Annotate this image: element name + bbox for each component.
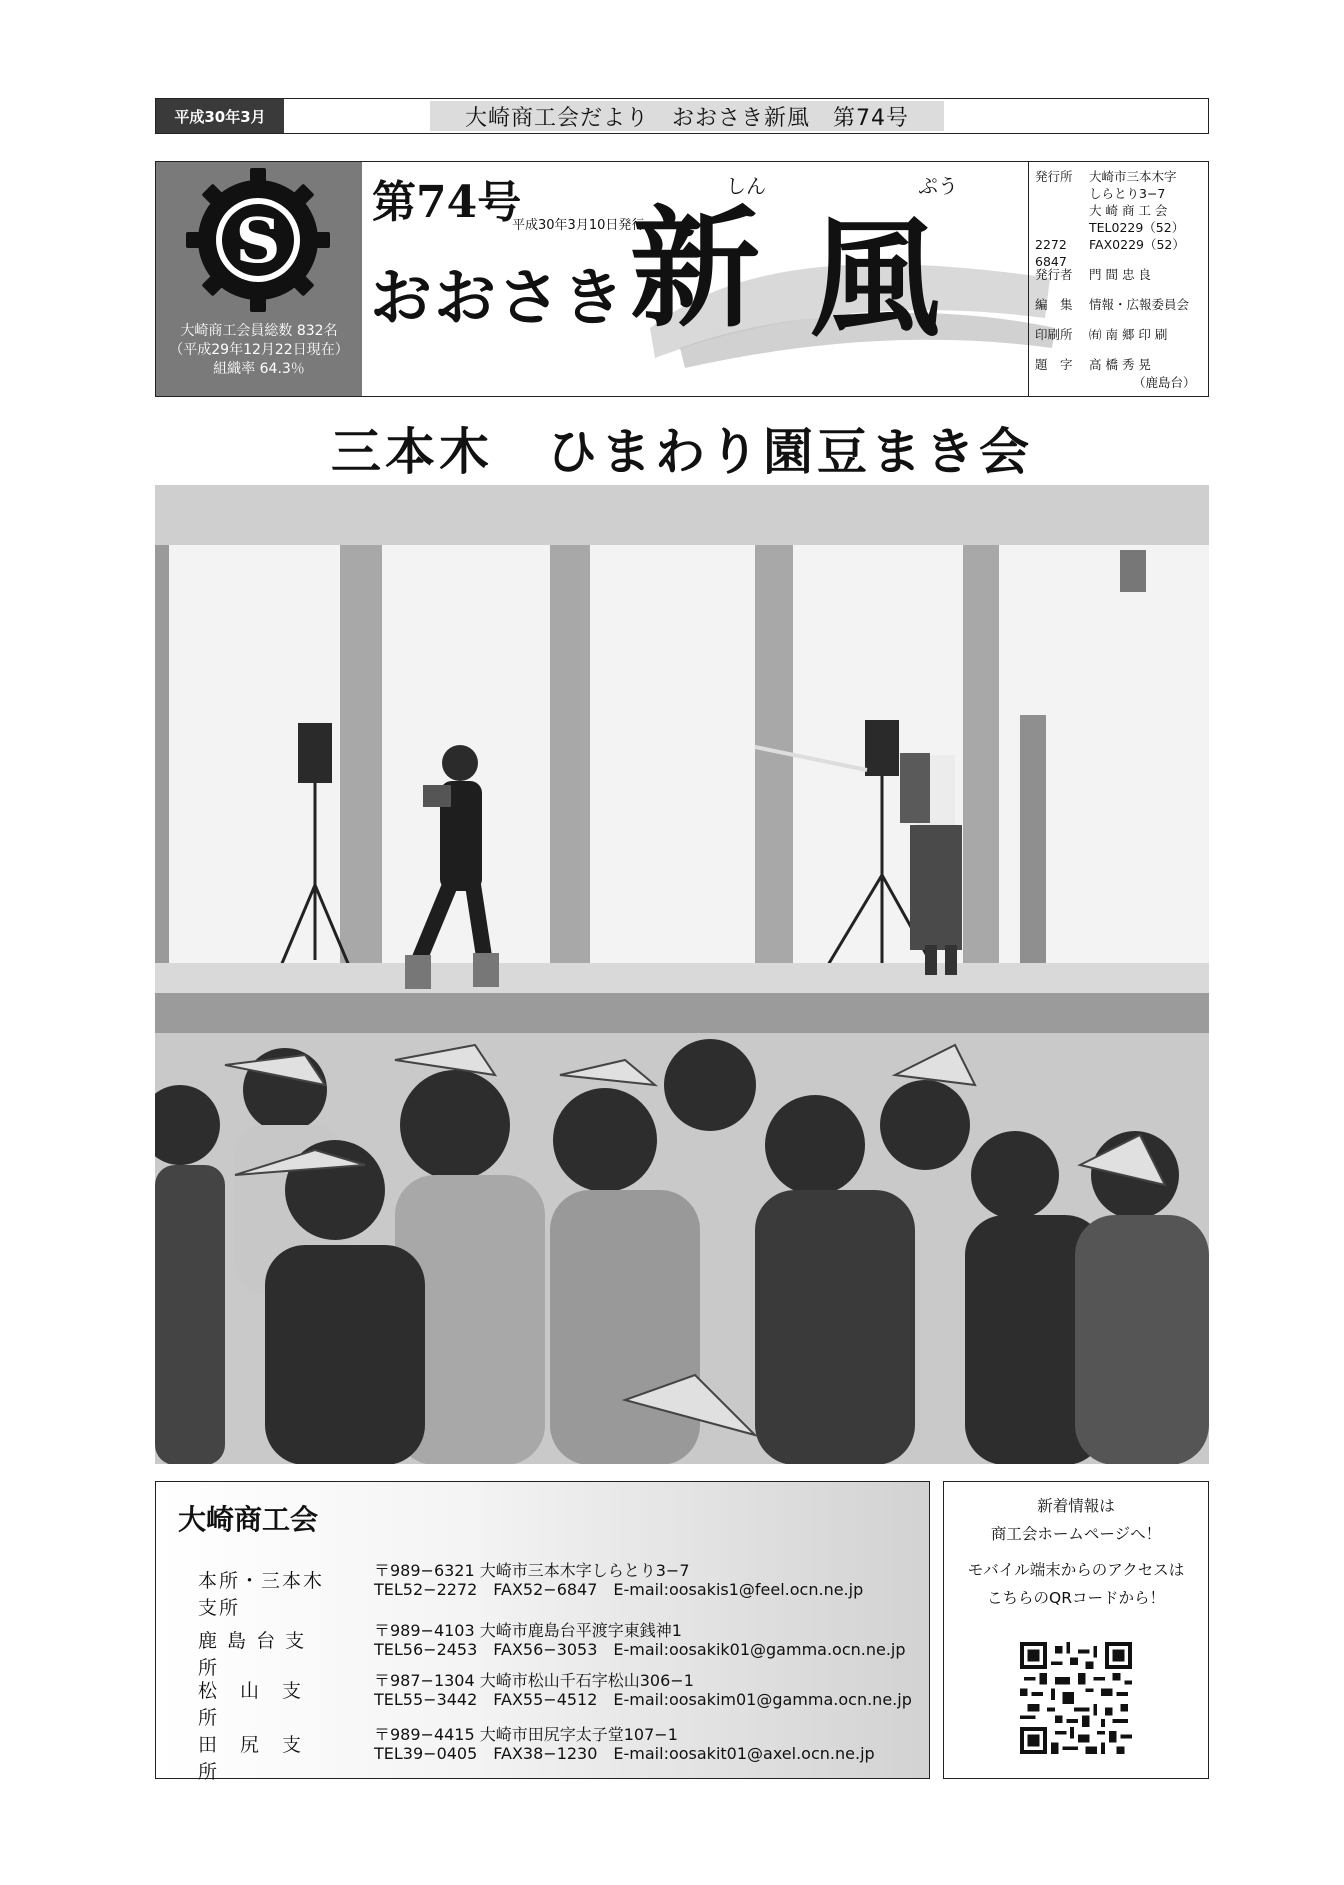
- branch-entry: [198, 1618, 906, 1679]
- colophon-value: ㈲ 南 郷 印 刷: [1089, 327, 1168, 342]
- issue-date-badge: 平成30年3月: [156, 99, 284, 133]
- logo-letter: S: [235, 204, 281, 277]
- branch-contact: TEL39−0405 FAX38−1230 E-mail:oosakit01@axel.ocn.ne.jp: [374, 1744, 875, 1763]
- membership-stats: [156, 322, 362, 379]
- qr-text-line: モバイル端末からのアクセスは: [967, 1561, 1185, 1579]
- colophon: [1028, 162, 1210, 396]
- branch-entry: [198, 1722, 898, 1783]
- masthead-name-kana: おおさき: [370, 261, 627, 334]
- branch-name: 松 山 支 所: [198, 1680, 325, 1729]
- colophon-value: 情報・広報委員会: [1089, 297, 1190, 312]
- colophon-value: FAX0229（52）6847: [1035, 237, 1185, 269]
- colophon-key: 編 集: [1035, 297, 1073, 312]
- branch-address: 〒987−1304 大崎市松山千石字松山306−1: [374, 1671, 694, 1690]
- publication-date: 平成30年3月10日発行: [512, 218, 645, 233]
- colophon-key: 発行者: [1035, 267, 1073, 282]
- branch-name: 本所・三本木支所: [198, 1570, 325, 1619]
- qr-code-icon[interactable]: [1020, 1642, 1132, 1754]
- branch-address: 〒989−4415 大崎市田尻字太子堂107−1: [374, 1725, 678, 1744]
- colophon-value: しらとり3−7: [1089, 186, 1166, 201]
- header-bar: [155, 98, 1209, 134]
- colophon-row: [1035, 296, 1189, 313]
- colophon-row: [1035, 236, 1210, 270]
- chamber-gear-logo: [184, 166, 332, 314]
- office-contact-box: [155, 1481, 930, 1783]
- colophon-row: [1035, 185, 1165, 202]
- colophon-key: 題 字: [1035, 357, 1073, 372]
- main-headline: 三本木 ひまわり園豆まき会: [331, 423, 1033, 481]
- colophon-key: 印刷所: [1035, 327, 1073, 342]
- branch-entry: [198, 1668, 912, 1729]
- branch-contact: TEL55−3442 FAX55−4512 E-mail:oosakim01@gamma.ocn.ne.jp: [374, 1690, 912, 1709]
- qr-text-line: こちらのQRコードから！: [987, 1589, 1165, 1607]
- qr-info-box: [943, 1481, 1209, 1779]
- branch-name: 田 尻 支 所: [198, 1734, 325, 1783]
- colophon-row: [1035, 326, 1167, 343]
- issue-number: 第74号: [372, 177, 522, 228]
- members-line: （平成29年12月22日現在）: [169, 342, 349, 358]
- colophon-value: TEL0229（52）2272: [1035, 220, 1185, 252]
- ruby-pu: ぷう: [918, 174, 958, 198]
- colophon-value: 大崎市三本木字: [1089, 169, 1177, 184]
- branch-entry: [198, 1558, 898, 1619]
- running-title: 大崎商工会だより おおさき新風 第74号: [430, 101, 944, 131]
- colophon-value: 門 間 忠 良: [1089, 267, 1151, 282]
- logo-panel: [156, 162, 362, 396]
- members-line: 組織率 64.3％: [213, 361, 305, 377]
- photo-illustration: [155, 485, 1209, 1464]
- masthead-kanji-fu: 風: [810, 202, 941, 355]
- colophon-row: [1035, 356, 1151, 373]
- masthead: [155, 161, 1209, 397]
- branch-contact: TEL52−2272 FAX52−6847 E-mail:oosakis1@feel.ocn.ne.jp: [374, 1580, 864, 1599]
- qr-text-line: 新着情報は: [1037, 1497, 1115, 1515]
- ruby-shin: しん: [726, 174, 766, 198]
- colophon-value: 大 崎 商 工 会: [1089, 203, 1168, 218]
- event-photo: [155, 485, 1209, 1464]
- qr-text-line: 商工会ホームページへ！: [990, 1525, 1162, 1543]
- colophon-row: [1035, 168, 1177, 185]
- colophon-row: [1035, 202, 1167, 219]
- office-title: 大崎商工会: [178, 1503, 319, 1536]
- masthead-kanji-shin: 新: [630, 192, 761, 345]
- branch-address: 〒989−4103 大崎市鹿島台平渡字東銭神1: [374, 1621, 682, 1640]
- colophon-row: [1133, 374, 1196, 391]
- members-line: 大崎商工会員総数 832名: [180, 323, 338, 339]
- branch-name: 鹿 島 台 支 所: [198, 1630, 307, 1679]
- colophon-value: （鹿島台）: [1133, 375, 1196, 390]
- branch-address: 〒989−6321 大崎市三本木字しらとり3−7: [374, 1561, 690, 1580]
- colophon-key: 発行所: [1035, 169, 1073, 184]
- branch-contact: TEL56−2453 FAX56−3053 E-mail:oosakik01@gamma.ocn.ne.jp: [374, 1640, 906, 1659]
- colophon-row: [1035, 266, 1151, 283]
- colophon-value: 高 橋 秀 晃: [1089, 357, 1151, 372]
